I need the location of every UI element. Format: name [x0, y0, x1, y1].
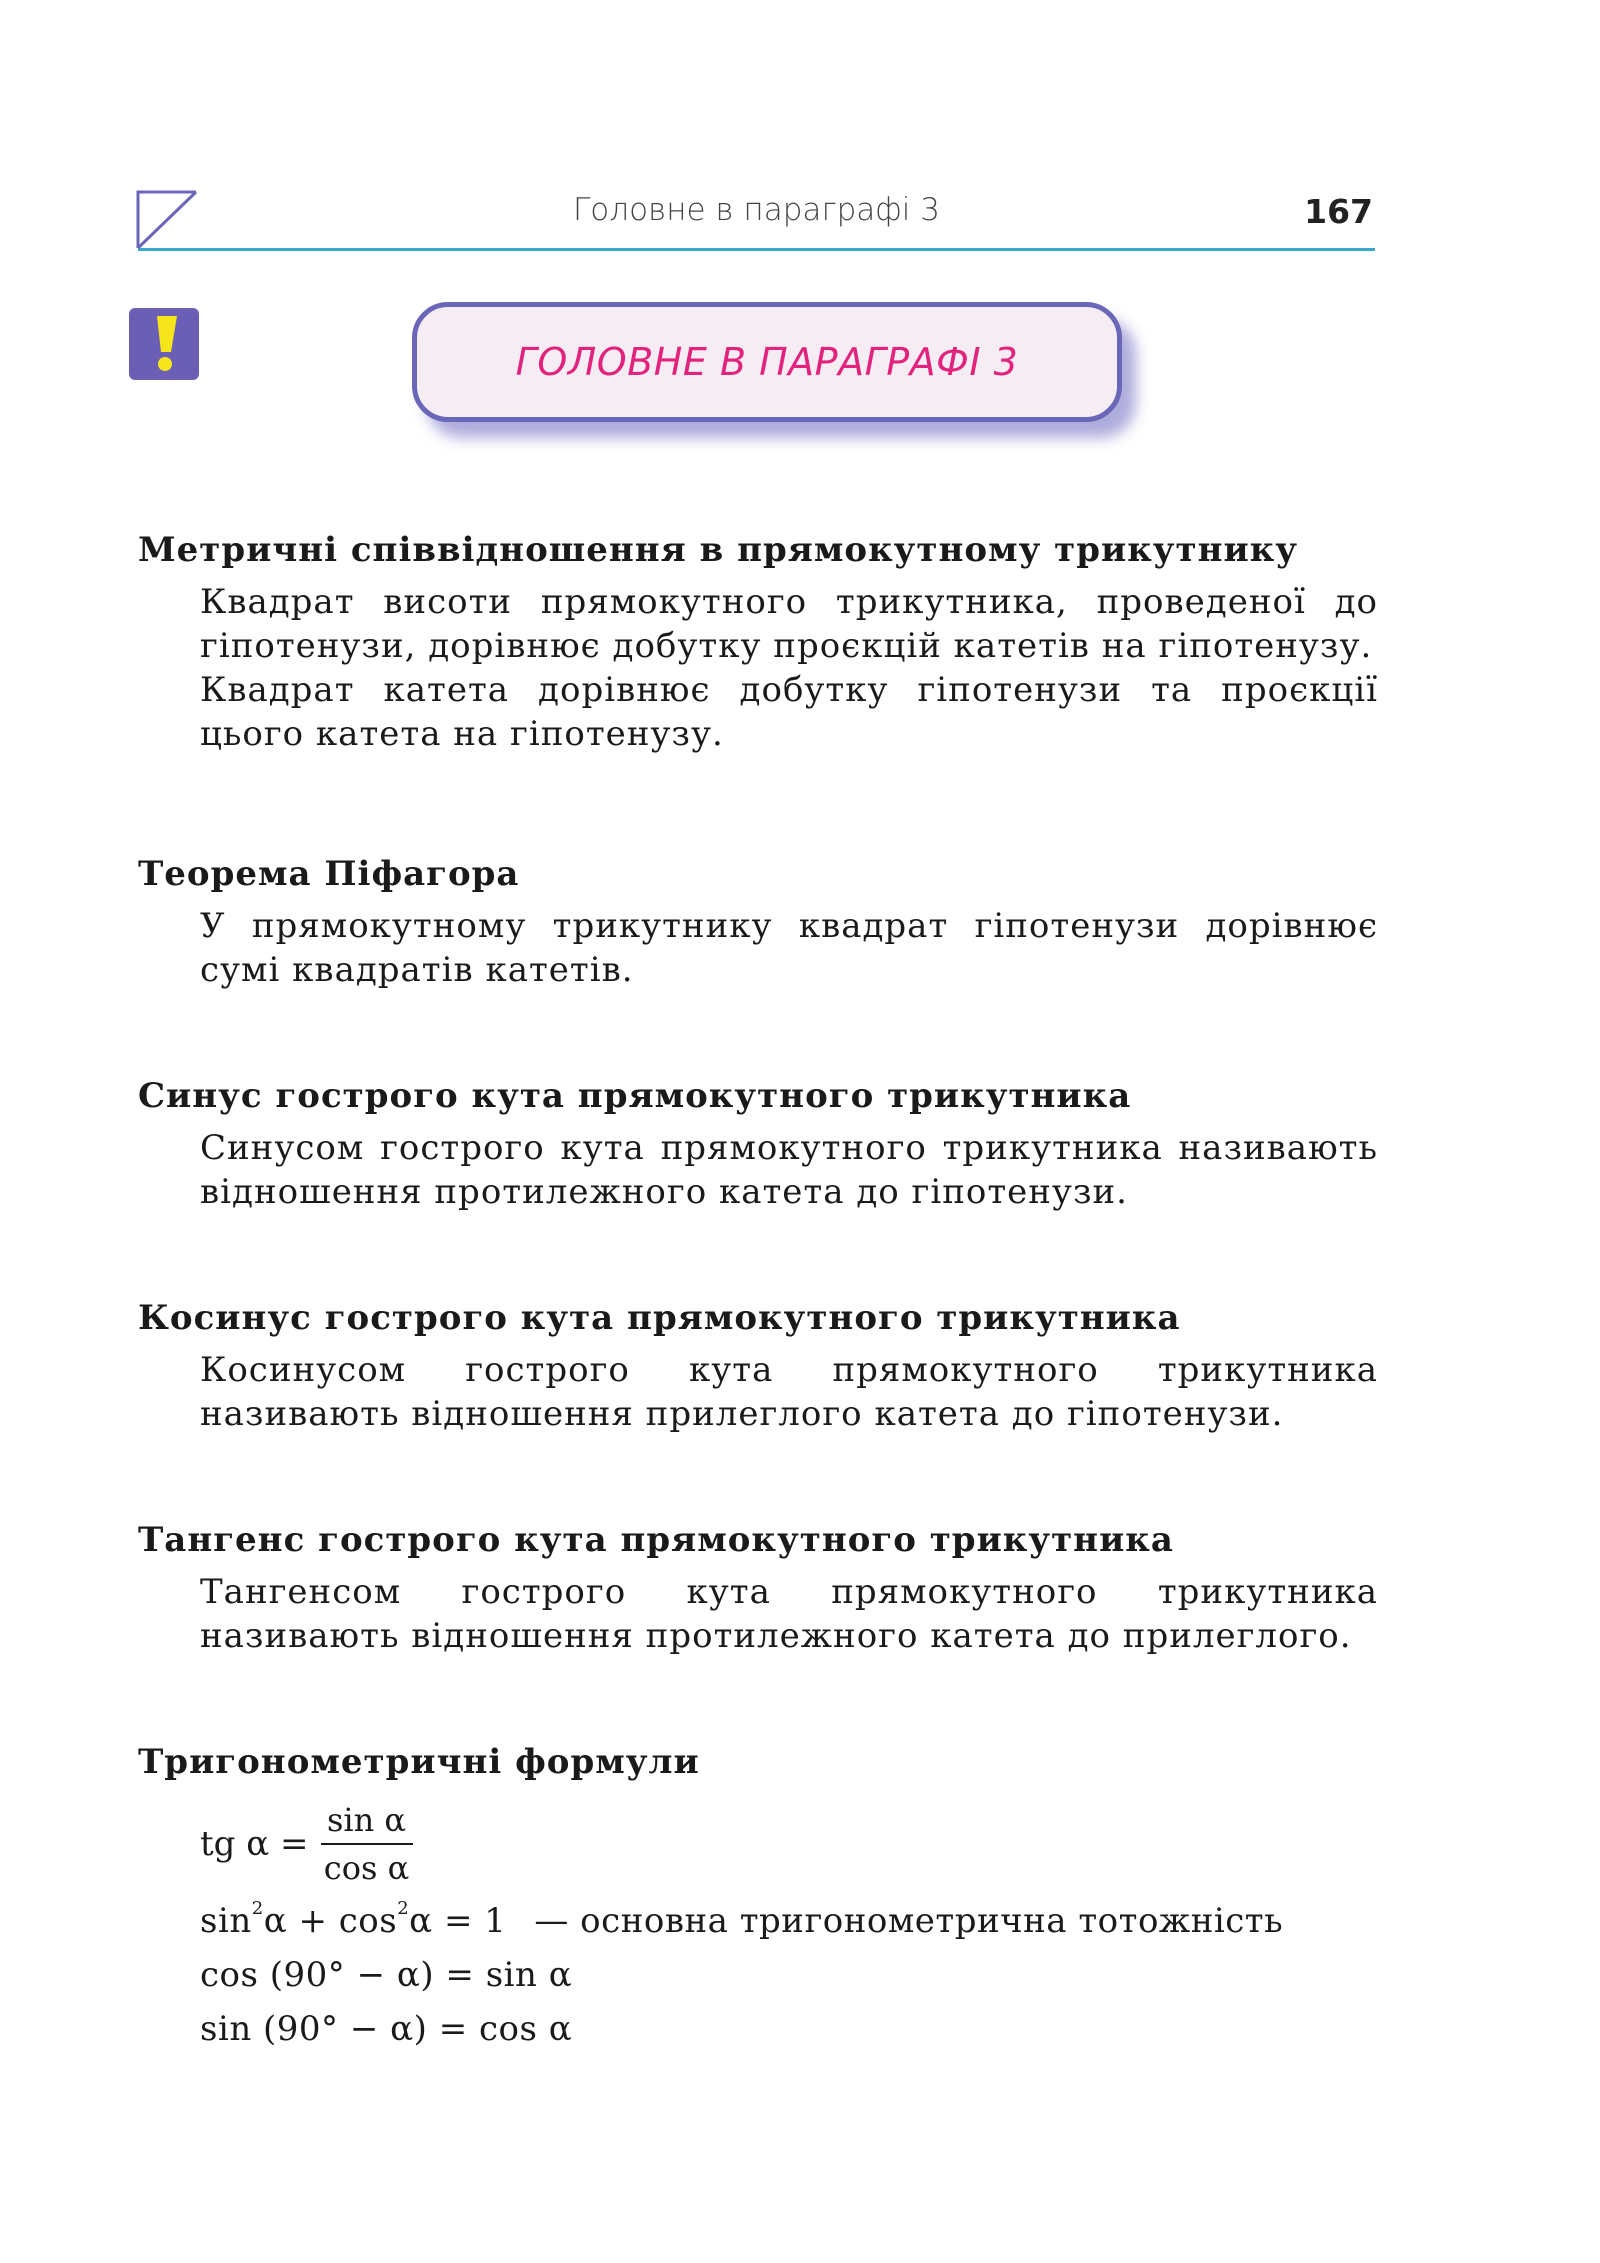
section-tangent — [138, 1518, 1378, 1658]
section-heading: Синус гострого кута прямокутного трикутника — [138, 1076, 1132, 1116]
page-number: 167 — [1304, 192, 1373, 231]
section-paragraph: Синусом гострого кута прямокутного трикутника називають відношення протилежного катета до гіпотенузи. — [200, 1128, 1378, 1212]
cofunction-formula: sin (90° − α) = cos α — [200, 2009, 573, 2049]
section-sine — [138, 1074, 1378, 1214]
formula-list — [200, 1794, 1378, 2056]
identity-note: — основна тригонометрична тотожність — [534, 1901, 1284, 1941]
fraction-bar — [321, 1843, 413, 1845]
identity-exponent: 2 — [397, 1898, 410, 1919]
section-heading: Теорема Піфагора — [138, 854, 520, 894]
identity-part: sin — [200, 1901, 252, 1941]
fraction — [321, 1801, 413, 1887]
banner-title: ГОЛОВНЕ В ПАРАГРАФІ 3 — [515, 340, 1019, 384]
running-title: Головне в параграфі 3 — [573, 192, 940, 228]
section-paragraph: Квадрат катета дорівнює добутку гіпотенузи та проєкції цього катета на гіпотенузу. — [200, 670, 1378, 754]
exclamation-icon — [127, 306, 201, 382]
section-trig-formulas — [138, 1740, 1378, 2056]
cofunction-formula: cos (90° − α) = sin α — [200, 1955, 573, 1995]
tangent-formula — [200, 1794, 1378, 1894]
section-pythagoras — [138, 852, 1378, 992]
page-header — [138, 190, 1375, 251]
section-heading: Косинус гострого кута прямокутного трикутника — [138, 1298, 1181, 1338]
formula-lhs: tg α = — [200, 1824, 309, 1864]
fraction-denominator: cos α — [323, 1849, 410, 1887]
section-heading: Тригонометричні формули — [138, 1742, 700, 1782]
identity-part: α + cos — [263, 1901, 398, 1941]
section-paragraph: Тангенсом гострого кута прямокутного трикутника називають відношення протилежного катета до прилеглого. — [200, 1572, 1378, 1656]
fraction-numerator: sin α — [326, 1801, 407, 1839]
section-heading: Тангенс гострого кута прямокутного трикутника — [138, 1520, 1174, 1560]
section-heading: Метричні співвідношення в прямокутному трикутнику — [138, 530, 1299, 570]
identity-part: α = 1 — [409, 1901, 507, 1941]
section-paragraph: У прямокутному трикутнику квадрат гіпотенузи дорівнює сумі квадратів катетів. — [200, 906, 1378, 990]
section-metric-relations — [138, 528, 1378, 756]
section-banner — [412, 302, 1122, 422]
identity-exponent: 2 — [251, 1898, 264, 1919]
summary-content — [138, 528, 1378, 2056]
pythagorean-identity — [200, 1894, 1378, 1948]
section-paragraph: Квадрат висоти прямокутного трикутника, проведеної до гіпотенузи, дорівнює добутку проєкцій катетів на гіпотенузу. — [200, 582, 1378, 666]
section-cosine — [138, 1296, 1378, 1436]
section-paragraph: Косинусом гострого кута прямокутного трикутника називають відношення прилеглого катета до гіпотенузи. — [200, 1350, 1378, 1434]
